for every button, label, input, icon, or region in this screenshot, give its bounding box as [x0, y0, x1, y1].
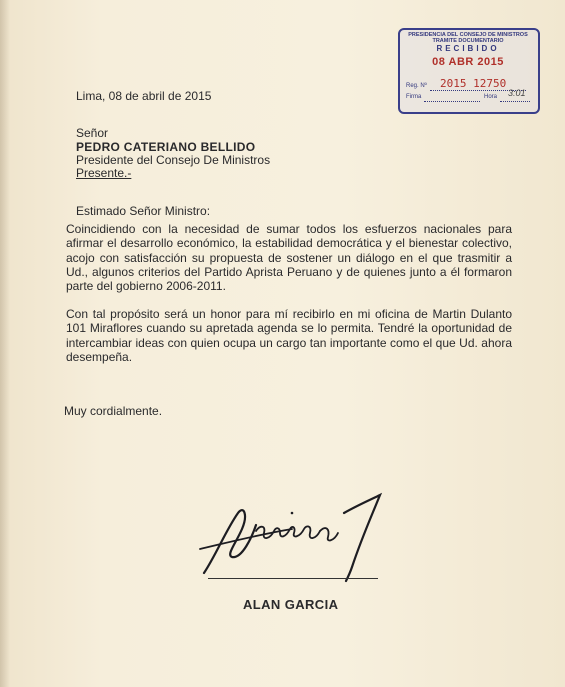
recipient-name: PEDRO CATERIANO BELLIDO [76, 140, 256, 154]
stamp-hora-line [500, 101, 530, 102]
stamp-header [406, 32, 530, 44]
stamp-header-line2: TRAMITE DOCUMENTARIO [432, 38, 504, 44]
stamp-firma-line [424, 101, 480, 102]
body-paragraph-2: Con tal propósito será un honor para mí recibirlo en mi oficina de Martin Dulanto 101 Miraflores cuando su apretada agenda se lo permita. Tendré la oportunidad de intercambiar ideas con quien ocupa un cargo tan importante como el que Ud. ahora desempeña. [66, 307, 512, 364]
stamp-firma-label: Firma [406, 94, 422, 100]
handwritten-signature [196, 485, 386, 585]
stamp-hora-label: Hora [484, 94, 498, 100]
stamp-hora-value: 3:01 [508, 88, 526, 98]
stamp-reg-number: 2015 12750 [440, 77, 507, 90]
stamp-reg-label: Reg. Nº [406, 83, 427, 89]
letter-date: Lima, 08 de abril de 2015 [76, 89, 212, 103]
present-line: Presente.- [76, 166, 132, 180]
body-paragraph-1: Coincidiendo con la necesidad de sumar todos los esfuerzos nacionales para afirmar el desarrollo económico, la estabilidad democrática y el bienestar colectivo, acojo con satisfacción su propuesta de sostener un diálogo en el que trasmitir a Ud., algunos criterios del Partido Aprista Peruano y de quienes junto a él formaron parte del gobierno 2006-2011. [66, 222, 512, 294]
signature-line [208, 578, 378, 579]
page-edge-shadow [0, 0, 10, 687]
recipient-salutation: Señor [76, 126, 109, 140]
signer-name: ALAN GARCIA [243, 597, 339, 612]
stamp-status: RECIBIDO [436, 44, 500, 53]
reception-stamp [398, 28, 540, 114]
letter-greeting: Estimado Señor Ministro: [76, 204, 211, 218]
recipient-role: Presidente del Consejo De Ministros [76, 153, 271, 167]
stamp-date: 08 ABR 2015 [432, 56, 504, 68]
stamp-header-line1: PRESIDENCIA DEL CONSEJO DE MINISTROS [408, 32, 528, 38]
letter-closing: Muy cordialmente. [64, 404, 163, 418]
